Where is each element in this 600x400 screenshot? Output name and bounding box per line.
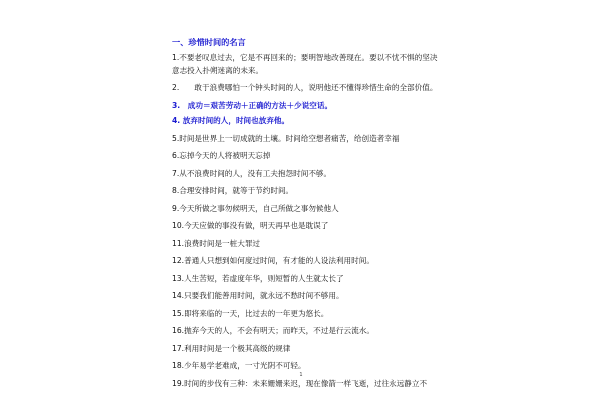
page-number: 1 (299, 372, 303, 378)
list-item: 2. 敢于浪费哪怕一个钟头时间的人，说明他还不懂得珍惜生命的全部价值。 (172, 83, 438, 92)
list-item: 11.浪费时间是一桩大罪过 (172, 238, 261, 248)
list-item: 6.忘掉今天的人将被明天忘掉 (172, 151, 271, 160)
list-item: 12.普通人只想到如何度过时间，有才能的人设法利用时间。 (172, 256, 374, 265)
list-item: 1.不要老叹息过去，它是不再回来的；要明智地改善现在。要以不忧不惧的坚决意志投入扑朔迷离的未来。 (172, 53, 438, 75)
section-heading: 一、珍惜时间的名言 (172, 37, 246, 47)
list-item: 5.时间是世界上一切成就的土壤。时间给空想者痛苦，给创造者幸福 (172, 133, 400, 143)
list-item: 15.即将来临的一天，比过去的一年更为悠长。 (172, 308, 329, 318)
list-item: 17.利用时间是一个极其高级的规律 (172, 343, 291, 353)
list-item: 18.少年易学老难成，一寸光阴不可轻。 (172, 361, 306, 370)
list-item: 19.时间的步伐有三种：未来姗姗来迟，现在像箭一样飞逝，过往永远静立不 (172, 378, 428, 388)
list-item: 10.今天应做的事没有做，明天再早也是耽误了 (172, 221, 329, 230)
list-item: 14.只要我们能善用时间，就永远不愁时间不够用。 (172, 291, 344, 300)
list-item: 8.合理安排时间，就等于节约时间。 (172, 186, 294, 195)
list-item: 4. 放弃时间的人，时间也放弃他。 (172, 116, 290, 125)
list-item: 3. 成功＝艰苦劳动＋正确的方法＋少说空话。 (172, 100, 333, 110)
list-item: 13.人生苦短，若虚度年华，则短暂的人生就太长了 (172, 273, 344, 283)
document-content (172, 36, 442, 395)
list-item: 7.从不浪费时间的人，没有工夫抱怨时间不够。 (172, 168, 332, 178)
list-item: 16.抛弃今天的人，不会有明天；而昨天，不过是行云流水。 (172, 326, 374, 335)
list-item: 9.今天所做之事勿候明天，自己所做之事勿候他人 (172, 203, 339, 213)
